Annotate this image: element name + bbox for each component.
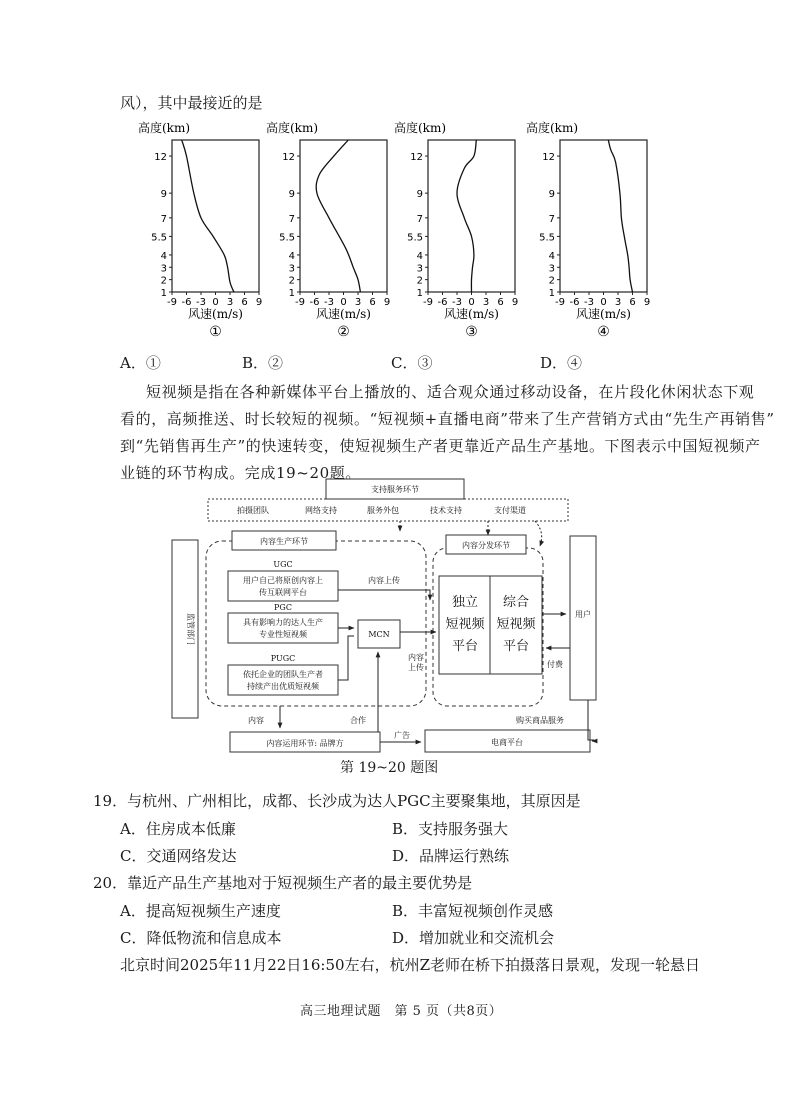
q19-stem: 19．与杭州、广州相比，成都、长沙成为达人PGC主要聚集地，其原因是 <box>93 792 581 810</box>
content-production-label: 内容生产环节 <box>260 537 308 546</box>
figure-caption: 第 19~20 题图 <box>340 760 439 776</box>
y-axis-label: 高度(km) <box>137 121 191 135</box>
x-tick-label: -3 <box>324 297 334 308</box>
y-tick-label: 12 <box>410 152 423 164</box>
pgc-desc: 专业性短视频 <box>259 630 307 639</box>
q20-option-d: D．增加就业和交流机会 <box>392 929 555 947</box>
platform-b-line: 平台 <box>502 639 530 654</box>
y-tick-label: 5.5 <box>151 232 167 244</box>
ugc-desc: 用户自己将原创内容上 <box>243 576 323 585</box>
x-tick-label: 6 <box>497 297 504 308</box>
wind-profile-line <box>608 140 632 292</box>
x-tick-label: -9 <box>167 297 177 308</box>
support-title: 支持服务环节 <box>371 485 419 494</box>
x-axis-label: 风速(m/s) <box>576 307 631 321</box>
y-tick-label: 3 <box>160 263 167 275</box>
x-tick-label: -9 <box>423 297 433 308</box>
passage-line-1: 短视频是指在各种新媒体平台上播放的、适合观众通过移动设备，在片段化休闲状态下观 <box>146 383 755 401</box>
support-item: 服务外包 <box>367 506 399 515</box>
y-tick-label: 4 <box>160 250 167 262</box>
chart-number-label: ④ <box>597 324 610 340</box>
y-tick-label: 12 <box>154 152 167 164</box>
pugc-title: PUGC <box>270 654 296 663</box>
pgc-desc: 具有影响力的达人生产 <box>243 618 323 627</box>
x-tick-label: -3 <box>452 297 462 308</box>
y-tick-label: 2 <box>416 275 423 287</box>
x-tick-label: 3 <box>614 297 622 308</box>
y-tick-label: 5.5 <box>407 232 423 244</box>
x-tick-label: -3 <box>196 297 206 308</box>
wind-profile-line <box>182 140 234 292</box>
q18-option-c: C．③ <box>391 354 433 372</box>
x-tick-label: 0 <box>468 297 475 308</box>
profile-chart <box>394 120 518 340</box>
y-tick-label: 1 <box>160 288 167 299</box>
buy-service-label: 购买商品服务 <box>516 716 564 725</box>
support-item: 技术支持 <box>430 506 462 515</box>
passage-line-2: 看的，高频推送、时长较短的视频。“短视频+直播电商”带来了生产营销方式由“先生产再销售” <box>120 410 775 428</box>
plot-frame <box>172 140 259 292</box>
q19-option-d: D．品牌运行熟练 <box>392 847 510 865</box>
upload-label-mid: 内容 <box>408 653 424 662</box>
platform-a-line: 短视频 <box>445 617 485 632</box>
chart-number-label: ② <box>337 324 350 340</box>
support-item: 网络支持 <box>305 506 337 515</box>
upload-label-mid: 上传 <box>408 663 424 672</box>
x-tick-label: 3 <box>354 297 362 308</box>
x-tick-label: 9 <box>511 297 519 308</box>
platform-a-line: 独立 <box>451 595 479 610</box>
y-tick-label: 5.5 <box>279 232 295 244</box>
y-tick-label: 4 <box>416 250 423 262</box>
q19-option-b: B．支持服务强大 <box>392 820 509 838</box>
q20-option-b: B．丰富短视频创作灵感 <box>392 902 554 920</box>
chart-number-label: ① <box>209 324 222 340</box>
x-tick-label: -3 <box>584 297 594 308</box>
y-tick-label: 7 <box>548 213 555 225</box>
ad-label: 广告 <box>394 731 410 740</box>
wind-profile-line <box>457 140 476 292</box>
y-tick-label: 1 <box>416 288 423 299</box>
x-tick-label: -6 <box>437 297 448 308</box>
cooperate-label: 合作 <box>350 716 366 725</box>
ecommerce-label: 电商平台 <box>491 738 523 747</box>
platform-b-line: 短视频 <box>496 617 536 632</box>
q18-option-d: D．④ <box>540 354 583 372</box>
y-axis-label: 高度(km) <box>525 121 579 135</box>
y-tick-label: 7 <box>288 213 295 225</box>
x-tick-label: -6 <box>569 297 580 308</box>
y-tick-label: 4 <box>288 250 295 262</box>
y-tick-label: 12 <box>282 152 295 164</box>
y-tick-label: 2 <box>288 275 295 287</box>
x-tick-label: 9 <box>255 297 263 308</box>
plot-frame <box>428 140 515 292</box>
profile-chart <box>266 120 390 340</box>
intro-line: 风），其中最接近的是 <box>120 94 263 112</box>
y-tick-label: 9 <box>416 189 423 201</box>
brand-label: 内容运用环节: 品牌方 <box>266 739 344 748</box>
x-tick-label: 6 <box>241 297 248 308</box>
y-axis-label: 高度(km) <box>393 121 447 135</box>
y-tick-label: 7 <box>160 213 167 225</box>
y-tick-label: 2 <box>160 275 167 287</box>
y-tick-label: 3 <box>548 263 555 275</box>
x-tick-label: 0 <box>212 297 219 308</box>
platform-b-line: 综合 <box>502 595 530 610</box>
y-tick-label: 2 <box>548 275 555 287</box>
x-axis-label: 风速(m/s) <box>316 307 371 321</box>
y-tick-label: 3 <box>416 263 423 275</box>
y-axis-label: 高度(km) <box>265 121 319 135</box>
chart-number-label: ③ <box>465 324 478 340</box>
q18-option-b: B．② <box>242 354 284 372</box>
industry-chain-diagram <box>0 470 800 760</box>
user-label: 用户 <box>575 610 591 619</box>
wind-profile-charts <box>0 112 800 350</box>
y-tick-label: 9 <box>548 189 555 201</box>
q21-intro: 北京时间2025年11月22日16:50左右，杭州Z老师在桥下拍摄落日景观，发现一轮悬日 <box>120 956 701 974</box>
y-tick-label: 9 <box>160 189 167 201</box>
page-footer: 高三地理试题 第 5 页（共8页） <box>300 1004 503 1019</box>
x-tick-label: 9 <box>383 297 391 308</box>
q19-option-c: C．交通网络发达 <box>120 847 237 865</box>
q18-option-a: A．① <box>120 354 161 372</box>
mcn-label: MCN <box>368 630 390 639</box>
passage-line-3: 到“先销售再生产”的快速转变，使短视频生产者更靠近产品生产基地。下图表示中国短视频产 <box>120 437 761 455</box>
y-tick-label: 7 <box>416 213 423 225</box>
x-tick-label: 3 <box>226 297 234 308</box>
q20-stem: 20．靠近产品生产基地对于短视频生产者的最主要优势是 <box>93 874 473 892</box>
x-tick-label: -9 <box>295 297 305 308</box>
x-tick-label: -6 <box>309 297 320 308</box>
plot-frame <box>300 140 387 292</box>
x-tick-label: 3 <box>482 297 490 308</box>
passage-line-4: 业链的环节构成。完成19~20题。 <box>120 464 361 482</box>
x-tick-label: 6 <box>629 297 636 308</box>
y-tick-label: 12 <box>542 152 555 164</box>
support-item: 支付渠道 <box>494 506 526 515</box>
regulator-label: 监管部门 <box>186 613 195 645</box>
q20-option-c: C．降低物流和信息成本 <box>120 929 282 947</box>
content-label: 内容 <box>248 716 264 725</box>
pugc-desc: 依托企业的团队生产者 <box>243 670 323 679</box>
profile-chart <box>526 120 650 340</box>
x-tick-label: 0 <box>600 297 607 308</box>
ugc-title: UGC <box>273 560 293 569</box>
pgc-title: PGC <box>274 603 292 612</box>
pugc-desc: 持续产出优质短视频 <box>247 682 319 691</box>
y-tick-label: 3 <box>288 263 295 275</box>
y-tick-label: 1 <box>288 288 295 299</box>
y-tick-label: 1 <box>548 288 555 299</box>
x-tick-label: -6 <box>181 297 192 308</box>
x-tick-label: 6 <box>369 297 376 308</box>
q20-option-a: A．提高短视频生产速度 <box>120 902 281 920</box>
ugc-desc: 传互联网平台 <box>259 588 307 597</box>
distribution-label: 内容分发环节 <box>462 541 510 550</box>
platform-a-line: 平台 <box>451 639 479 654</box>
x-tick-label: 0 <box>340 297 347 308</box>
x-tick-label: 9 <box>643 297 651 308</box>
profile-chart <box>138 120 262 340</box>
y-tick-label: 5.5 <box>539 232 555 244</box>
x-axis-label: 风速(m/s) <box>444 307 499 321</box>
pay-label: 付费 <box>547 660 563 669</box>
y-tick-label: 9 <box>288 189 295 201</box>
x-axis-label: 风速(m/s) <box>188 307 243 321</box>
upload-label-top: 内容上传 <box>368 576 400 585</box>
plot-frame <box>560 140 647 292</box>
q19-option-a: A．住房成本低廉 <box>120 820 236 838</box>
x-tick-label: -9 <box>555 297 565 308</box>
y-tick-label: 4 <box>548 250 555 262</box>
wind-profile-line <box>316 140 360 292</box>
support-item: 拍摄团队 <box>237 506 269 515</box>
